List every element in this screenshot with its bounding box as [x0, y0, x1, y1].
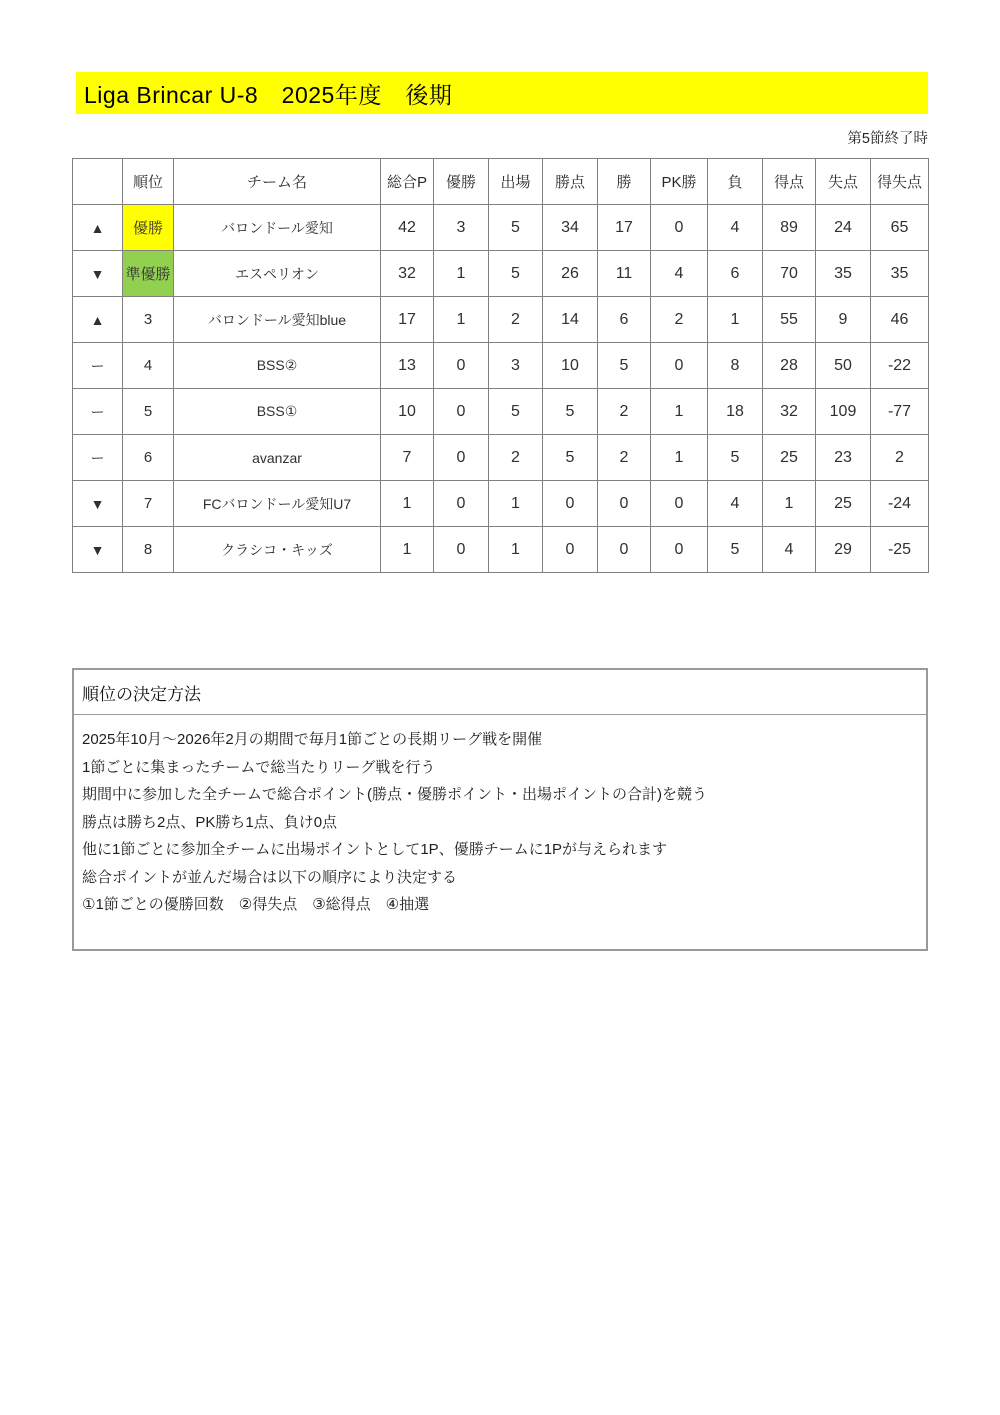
header-cell-12: 得失点 — [871, 159, 929, 205]
stat-cell: 28 — [763, 343, 816, 389]
stat-cell: 89 — [763, 205, 816, 251]
stat-cell: 0 — [598, 481, 651, 527]
stat-cell: 5 — [489, 251, 543, 297]
team-cell: avanzar — [174, 435, 381, 481]
stat-cell: 4 — [651, 251, 708, 297]
stat-cell: 5 — [543, 389, 598, 435]
stat-cell: 0 — [651, 205, 708, 251]
stat-cell: 5 — [489, 389, 543, 435]
stat-cell: -22 — [871, 343, 929, 389]
stat-cell: 0 — [543, 481, 598, 527]
stat-cell: 24 — [816, 205, 871, 251]
stat-cell: 0 — [598, 527, 651, 573]
stat-cell: 109 — [816, 389, 871, 435]
header-cell-10: 得点 — [763, 159, 816, 205]
stat-cell: 1 — [489, 527, 543, 573]
rank-cell: 準優勝 — [123, 251, 174, 297]
stat-cell: 10 — [381, 389, 434, 435]
table-row — [73, 481, 929, 527]
rank-cell: 3 — [123, 297, 174, 343]
stat-cell: 32 — [763, 389, 816, 435]
header-cell-5: 出場 — [489, 159, 543, 205]
table-row — [73, 527, 929, 573]
trend-cell: ー — [73, 435, 123, 481]
rank-cell: 優勝 — [123, 205, 174, 251]
stat-cell: 18 — [708, 389, 763, 435]
table-row — [73, 297, 929, 343]
stat-cell: 55 — [763, 297, 816, 343]
header-cell-6: 勝点 — [543, 159, 598, 205]
stat-cell: 35 — [871, 251, 929, 297]
stat-cell: -25 — [871, 527, 929, 573]
stat-cell: 32 — [381, 251, 434, 297]
table-body — [73, 205, 929, 573]
stat-cell: 1 — [708, 297, 763, 343]
trend-cell: ▼ — [73, 481, 123, 527]
stat-cell: 25 — [763, 435, 816, 481]
stat-cell: 17 — [381, 297, 434, 343]
header-cell-3: 総合P — [381, 159, 434, 205]
stat-cell: 26 — [543, 251, 598, 297]
notes-heading: 順位の決定方法 — [74, 670, 926, 715]
notes-box — [72, 668, 928, 951]
header-cell-4: 優勝 — [434, 159, 489, 205]
table-row — [73, 343, 929, 389]
stat-cell: 50 — [816, 343, 871, 389]
stat-cell: 1 — [434, 297, 489, 343]
stat-cell: 0 — [651, 481, 708, 527]
stat-cell: -77 — [871, 389, 929, 435]
stat-cell: 1 — [381, 527, 434, 573]
stat-cell: 4 — [763, 527, 816, 573]
notes-body — [74, 715, 926, 919]
header-cell-9: 負 — [708, 159, 763, 205]
stat-cell: 1 — [434, 251, 489, 297]
stat-cell: 13 — [381, 343, 434, 389]
stat-cell: 7 — [381, 435, 434, 481]
stat-cell: 3 — [489, 343, 543, 389]
stat-cell: 3 — [434, 205, 489, 251]
stat-cell: 23 — [816, 435, 871, 481]
header-cell-0 — [73, 159, 123, 205]
team-cell: エスペリオン — [174, 251, 381, 297]
stat-cell: 34 — [543, 205, 598, 251]
stat-cell: 5 — [708, 527, 763, 573]
stat-cell: 46 — [871, 297, 929, 343]
team-cell: バロンドール愛知 — [174, 205, 381, 251]
team-cell: BSS② — [174, 343, 381, 389]
team-cell: クラシコ・キッズ — [174, 527, 381, 573]
stat-cell: 17 — [598, 205, 651, 251]
header-row — [73, 159, 929, 205]
notes-line: 勝点は勝ち2点、PK勝ち1点、負け0点 — [82, 813, 338, 831]
stat-cell: 2 — [489, 435, 543, 481]
stat-cell: 65 — [871, 205, 929, 251]
header-cell-1: 順位 — [123, 159, 174, 205]
stat-cell: 2 — [489, 297, 543, 343]
trend-cell: ー — [73, 343, 123, 389]
rank-cell: 8 — [123, 527, 174, 573]
stat-cell: 14 — [543, 297, 598, 343]
stat-cell: 0 — [651, 527, 708, 573]
notes-line: 期間中に参加した全チームで総合ポイント(勝点・優勝ポイント・出場ポイントの合計)を競う — [82, 786, 707, 803]
stat-cell: 5 — [708, 435, 763, 481]
status-caption: 第5節終了時 — [847, 131, 928, 147]
stat-cell: 2 — [598, 435, 651, 481]
page-title: Liga Brincar U-8 2025年度 後期 — [76, 72, 928, 114]
stat-cell: 5 — [598, 343, 651, 389]
trend-cell: ▼ — [73, 527, 123, 573]
trend-cell: ー — [73, 389, 123, 435]
stat-cell: 6 — [708, 251, 763, 297]
stat-cell: 5 — [543, 435, 598, 481]
rank-cell: 4 — [123, 343, 174, 389]
rank-cell: 7 — [123, 481, 174, 527]
stat-cell: 70 — [763, 251, 816, 297]
notes-line: ①1節ごとの優勝回数 ②得失点 ③総得点 ④抽選 — [82, 896, 430, 913]
team-cell: FCバロンドール愛知U7 — [174, 481, 381, 527]
table-row — [73, 251, 929, 297]
stat-cell: 0 — [543, 527, 598, 573]
stat-cell: 4 — [708, 205, 763, 251]
standings-table — [72, 158, 929, 573]
stat-cell: 0 — [434, 435, 489, 481]
header-cell-2: チーム名 — [174, 159, 381, 205]
stat-cell: 2 — [871, 435, 929, 481]
rank-cell: 6 — [123, 435, 174, 481]
table-row — [73, 205, 929, 251]
header-cell-8: PK勝 — [651, 159, 708, 205]
stat-cell: 42 — [381, 205, 434, 251]
table-row — [73, 389, 929, 435]
stat-cell: 35 — [816, 251, 871, 297]
stat-cell: 1 — [381, 481, 434, 527]
table-row — [73, 435, 929, 481]
stat-cell: 2 — [598, 389, 651, 435]
notes-line: 1節ごとに集まったチームで総当たりリーグ戦を行う — [82, 758, 436, 776]
trend-cell: ▲ — [73, 205, 123, 251]
stat-cell: 0 — [651, 343, 708, 389]
stat-cell: 1 — [763, 481, 816, 527]
stat-cell: 9 — [816, 297, 871, 343]
stat-cell: 5 — [489, 205, 543, 251]
stat-cell: 10 — [543, 343, 598, 389]
notes-line: 総合ポイントが並んだ場合は以下の順序により決定する — [82, 868, 458, 886]
notes-line: 他に1節ごとに参加全チームに出場ポイントとして1P、優勝チームに1Pが与えられます — [82, 841, 668, 858]
stat-cell: 29 — [816, 527, 871, 573]
trend-cell: ▼ — [73, 251, 123, 297]
stat-cell: 6 — [598, 297, 651, 343]
stat-cell: 2 — [651, 297, 708, 343]
stat-cell: 4 — [708, 481, 763, 527]
stat-cell: 0 — [434, 527, 489, 573]
team-cell: BSS① — [174, 389, 381, 435]
stat-cell: 1 — [651, 435, 708, 481]
rank-cell: 5 — [123, 389, 174, 435]
stat-cell: 11 — [598, 251, 651, 297]
header-cell-7: 勝 — [598, 159, 651, 205]
stat-cell: 25 — [816, 481, 871, 527]
notes-line: 2025年10月～2026年2月の期間で毎月1節ごとの長期リーグ戦を開催 — [82, 731, 543, 748]
stat-cell: 8 — [708, 343, 763, 389]
stat-cell: 0 — [434, 343, 489, 389]
stat-cell: 0 — [434, 481, 489, 527]
trend-cell: ▲ — [73, 297, 123, 343]
stat-cell: 1 — [651, 389, 708, 435]
stat-cell: -24 — [871, 481, 929, 527]
team-cell: バロンドール愛知blue — [174, 297, 381, 343]
stat-cell: 0 — [434, 389, 489, 435]
header-cell-11: 失点 — [816, 159, 871, 205]
stat-cell: 1 — [489, 481, 543, 527]
